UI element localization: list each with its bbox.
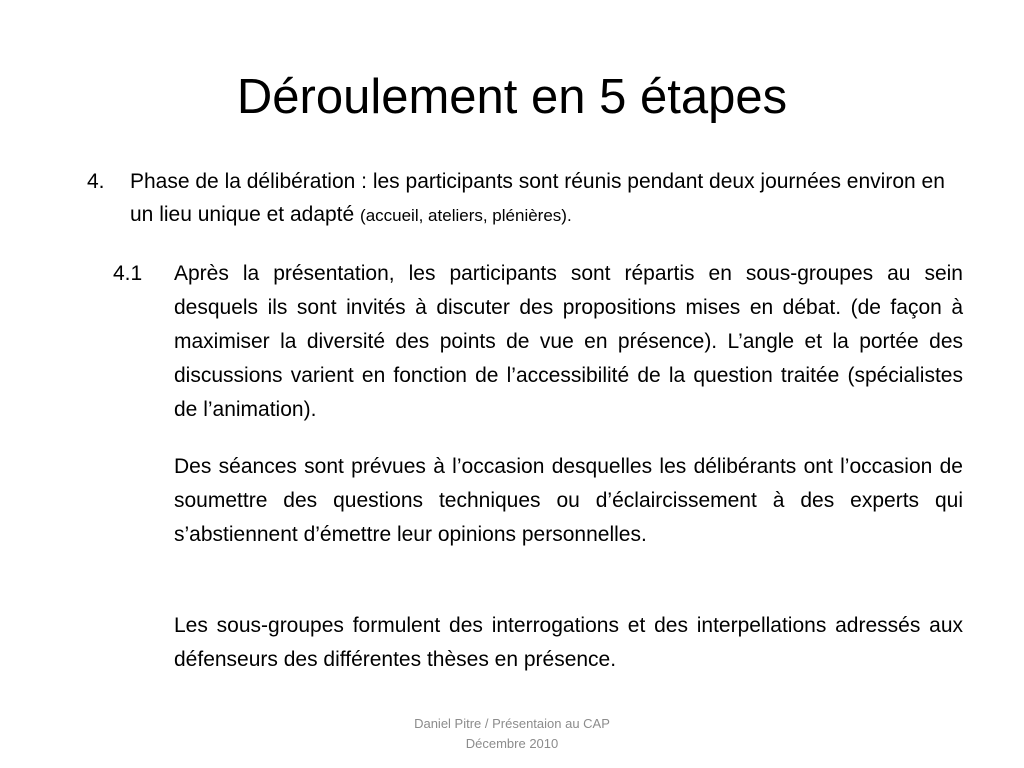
item-main-text: Phase de la délibération : les participants sont réunis pendant deux journées environ en un lieu unique et adapté <box>130 170 945 226</box>
item-text <box>130 165 970 232</box>
subitem-paragraph-3: Les sous-groupes formulent des interrogations et des interpellations adressés aux défenseurs des différentes thèses en présence. <box>174 614 963 671</box>
subitem-paragraph-2: Des séances sont prévues à l’occasion desquelles les délibérants ont l’occasion de soumettre des questions techniques ou d’éclaircissement à des experts qui s’abstiennent d’émettre leur opinions personnelles. <box>174 455 963 546</box>
item-note: (accueil, ateliers, plénières). <box>360 206 572 225</box>
slide-footer <box>362 714 662 754</box>
slide-title: Déroulement en 5 étapes <box>236 70 788 124</box>
subitem-paragraph-1: Après la présentation, les participants sont répartis en sous-groupes au sein desquels ils sont invités à discuter des propositions mises en débat. (de façon à maximiser la diversité des points de vue en présence). L’angle et la portée des discussions varient en fonction de l’accessibilité de la question traitée (spécialistes de l’animation). <box>174 262 963 421</box>
item-number: 4. <box>87 170 105 193</box>
subitem-number: 4.1 <box>113 262 143 285</box>
footer-line-1: Daniel Pitre / Présentaion au CAP <box>414 716 610 731</box>
footer-line-2: Décembre 2010 <box>465 736 559 751</box>
